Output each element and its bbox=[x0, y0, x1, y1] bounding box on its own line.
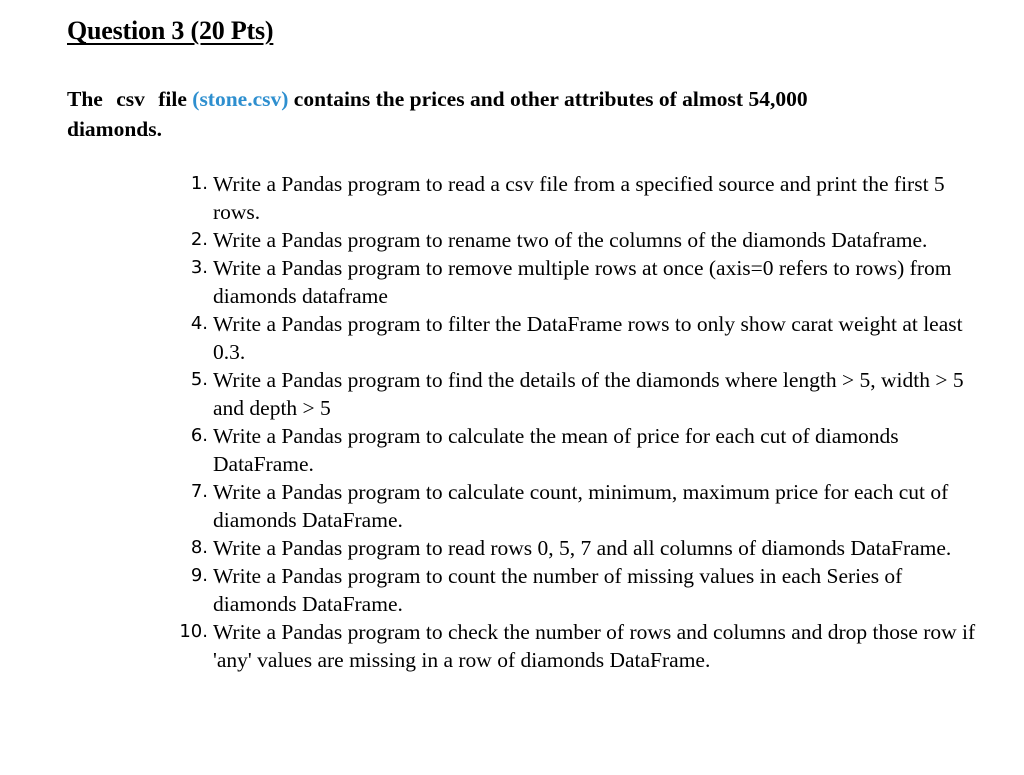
list-item-number: 7. bbox=[190, 481, 208, 502]
list-item bbox=[170, 366, 985, 422]
list-item bbox=[170, 534, 985, 562]
list-item-text: Write a Pandas program to calculate count, minimum, maximum price for each cut of diamonds DataFrame. bbox=[213, 480, 949, 532]
list-item bbox=[170, 310, 985, 366]
task-list bbox=[170, 170, 985, 674]
list-item-number: 1. bbox=[190, 173, 208, 194]
list-item-text: Write a Pandas program to filter the DataFrame rows to only show carat weight at least 0.3. bbox=[213, 312, 963, 364]
list-item bbox=[170, 478, 985, 534]
list-item bbox=[170, 226, 985, 254]
list-item-text: Write a Pandas program to calculate the mean of price for each cut of diamonds DataFrame. bbox=[213, 424, 899, 476]
list-item-number: 4. bbox=[190, 313, 208, 334]
intro-suffix: contains the prices and other attributes of almost 54,000 diamonds. bbox=[67, 87, 808, 141]
list-item-number: 5. bbox=[190, 369, 208, 390]
intro-paragraph bbox=[67, 84, 907, 144]
csv-file-link[interactable]: (stone.csv) bbox=[192, 87, 289, 111]
list-item bbox=[170, 562, 985, 618]
list-item-text: Write a Pandas program to rename two of the columns of the diamonds Dataframe. bbox=[213, 228, 928, 252]
list-item-number: 6. bbox=[190, 425, 208, 446]
list-item-number: 8. bbox=[190, 537, 208, 558]
list-item-text: Write a Pandas program to read rows 0, 5, 7 and all columns of diamonds DataFrame. bbox=[213, 536, 952, 560]
list-item-number: 2. bbox=[190, 229, 208, 250]
list-item bbox=[170, 422, 985, 478]
list-item-text: Write a Pandas program to find the details of the diamonds where length > 5, width > 5 and depth > 5 bbox=[213, 368, 964, 420]
list-item-text: Write a Pandas program to check the number of rows and columns and drop those row if 'any' values are missing in a row of diamonds DataFrame. bbox=[213, 620, 976, 672]
list-item-text: Write a Pandas program to remove multiple rows at once (axis=0 refers to rows) from diamonds dataframe bbox=[213, 256, 952, 308]
question-title: Question 3 (20 Pts) bbox=[67, 16, 274, 45]
list-item bbox=[170, 254, 985, 310]
list-item-text: Write a Pandas program to read a csv file from a specified source and print the first 5 rows. bbox=[213, 172, 945, 224]
intro-prefix: The csv file bbox=[67, 87, 187, 111]
list-item-number: 9. bbox=[190, 565, 208, 586]
list-item-text: Write a Pandas program to count the number of missing values in each Series of diamonds DataFrame. bbox=[213, 564, 903, 616]
list-item-number: 10. bbox=[179, 621, 208, 642]
list-item bbox=[170, 618, 985, 674]
list-item-number: 3. bbox=[190, 257, 208, 278]
list-item bbox=[170, 170, 985, 226]
